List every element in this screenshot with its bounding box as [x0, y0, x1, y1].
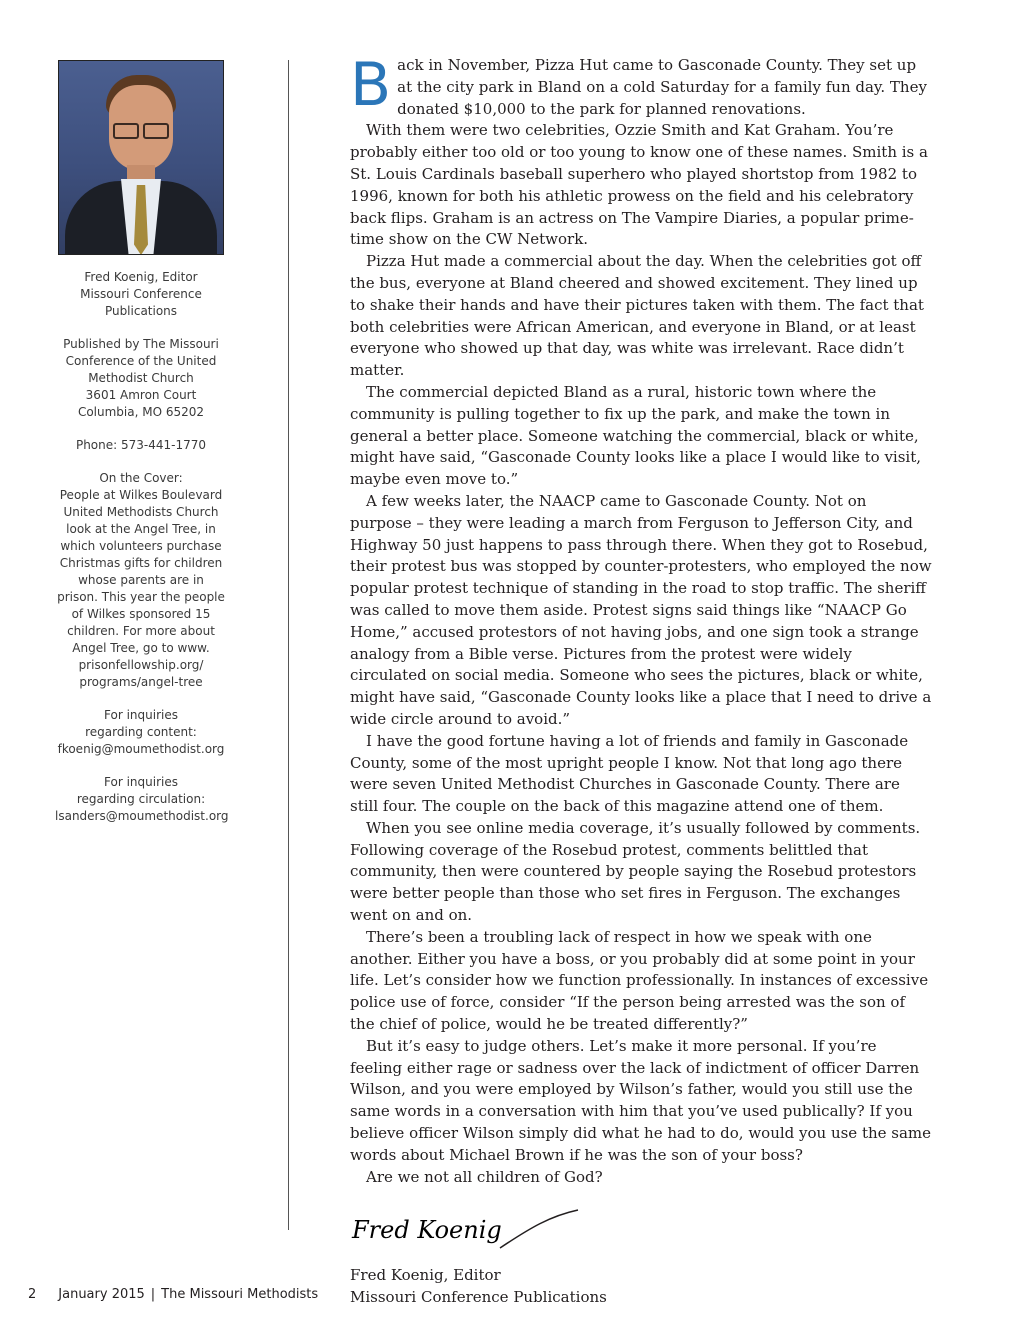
inquiry-line: For inquiries: [104, 708, 178, 722]
footer-separator: |: [150, 1287, 156, 1302]
inquiry-line: regarding content:: [85, 725, 197, 739]
publication-name: The Missouri Methodists: [161, 1287, 319, 1302]
article-paragraph: I have the good fortune having a lot of friends and family in Gasconade County, some of the most upright people I know. Not that long ago there were seven United Methodist Churches in Gasconade County. There are still four. The couple on the back of this magazine attend one of them.: [350, 731, 909, 816]
publisher-line: 3601 Amron Court: [85, 388, 197, 402]
sign-off-org: Missouri Conference Publications: [350, 1288, 607, 1307]
editor-signature: [350, 1208, 580, 1258]
page-footer: [28, 1287, 318, 1302]
caption-line: Fred Koenig, Editor: [84, 270, 198, 284]
circulation-inquiries: [55, 774, 227, 825]
article-paragraph: A few weeks later, the NAACP came to Gasconade County. Not on purpose – they were leading a march from Ferguson to Jefferson City, and Highway 50 just happens to pass through there. When they got to Rosebud, their protest bus was stopped by counter-protesters, who employed the now popular protest technique of standing in the road to stop traffic. The sheriff was called to move them aside. Protest signs said things like “NAACP Go Home,” accused protestors of not having jobs, and one sign took a strange analogy from a Bible verse. Pictures from the protest were widely circulated on social media. Someone who sees the pictures, black or white, might have said, “Gasconade County looks like a place that I need to drive a wide circle around to avoid.”: [350, 491, 932, 728]
publisher-line: Published by The Missouri: [63, 337, 219, 351]
cover-description: [55, 470, 227, 691]
signature-text: Fred Koenig: [352, 1216, 502, 1245]
article-paragraph: [350, 50, 932, 120]
article-paragraph: But it’s easy to judge others. Let’s make it more personal. If you’re feeling either rage or sadness over the lack of indictment of officer Darren Wilson, and you were employed by Wilson’s father, would you still use the same words in a conversation with him that you’ve used publically? If you believe officer Wilson simply did what he had to do, would you use the same words about Michael Brown if he was the son of your boss?: [350, 1036, 932, 1164]
column-divider: [288, 60, 289, 1230]
cover-line: United Methodists Church: [63, 505, 219, 519]
phone-number: Phone: 573-441-1770: [75, 438, 207, 452]
article-paragraph: With them were two celebrities, Ozzie Smith and Kat Graham. You’re probably either too old or too young to know one of these names. Smith is a St. Louis Cardinals baseball superhero who played shortstop from 1982 to 1996, known for both his athletic prowess on the field and his celebratory back flips. Graham is an actress on The Vampire Diaries, a popular prime-time show on the CW Network.: [350, 121, 928, 249]
article-paragraph: There’s been a troubling lack of respect in how we speak with one another. Either you have a boss, or you probably did at some point in your life. Let’s consider how we function professionally. In instances of excessive police use of force, consider “If the person being arrested was the son of the chief of police, would he be treated differently?”: [350, 927, 929, 1034]
cover-line: of Wilkes sponsored 15: [71, 607, 211, 621]
cover-line: On the Cover:: [99, 471, 183, 485]
first-paragraph-text: ack in November, Pizza Hut came to Gasconade County. They set up at the city park in Bland on a cold Saturday for a family fun day. They donated $10,000 to the park for planned renovations.: [397, 56, 927, 118]
cover-link[interactable]: prisonfellowship.org/: [78, 658, 204, 672]
cover-line: People at Wilkes Boulevard: [59, 488, 223, 502]
cover-line: which volunteers purchase: [60, 539, 222, 553]
cover-link[interactable]: programs/angel-tree: [79, 675, 203, 689]
page-number: 2: [28, 1287, 37, 1302]
issue-date: January 2015: [58, 1287, 145, 1302]
cover-line: Christmas gifts for children: [59, 556, 223, 570]
publisher-line: Columbia, MO 65202: [77, 405, 205, 419]
sign-off-name: Fred Koenig, Editor: [350, 1266, 501, 1285]
cover-line: children. For more about: [67, 624, 215, 638]
caption-line: Missouri Conference: [80, 287, 202, 301]
article-paragraph: When you see online media coverage, it’s usually followed by comments. Following coverage of the Rosebud protest, comments belittled that community, then were countered by people saying the Rosebud protestors were better people than those who set fires in Ferguson. The exchanges went on and on.: [350, 818, 921, 925]
circulation-email-link[interactable]: lsanders@moumethodist.org: [55, 809, 229, 823]
content-inquiries: [55, 707, 227, 758]
article-paragraph: The commercial depicted Bland as a rural, historic town where the community is pulling together to fix up the park, and make the town in general a better place. Someone watching the commercial, black or white, might have said, “Gasconade County looks like a place I would like to visit, maybe even move to.”: [350, 382, 922, 489]
editorial-article: [350, 50, 932, 1309]
inquiry-line: For inquiries: [104, 775, 178, 789]
article-paragraph: Pizza Hut made a commercial about the day. When the celebrities got off the bus, everyone at Bland cheered and showed excitement. They lined up to shake their hands and have their pictures taken with them. The fact that both celebrities were African American, and everyone in Bland, or at least everyone who showed up that day, was white was irrelevant. Race didn’t matter.: [350, 252, 924, 380]
sign-off: [350, 1265, 932, 1309]
cover-line: whose parents are in: [78, 573, 204, 587]
sidebar: [55, 60, 227, 841]
publisher-line: Conference of the United: [65, 354, 217, 368]
publisher-info: [55, 336, 227, 421]
cover-line: Angel Tree, go to www.: [72, 641, 210, 655]
content-email-link[interactable]: fkoenig@moumethodist.org: [57, 742, 225, 756]
editor-photo: [58, 60, 224, 255]
article-paragraph: Are we not all children of God?: [366, 1167, 603, 1186]
photo-caption: [55, 269, 227, 320]
publisher-line: Methodist Church: [88, 371, 194, 385]
phone-info: [55, 437, 227, 454]
cover-line: prison. This year the people: [57, 590, 225, 604]
inquiry-line: regarding circulation:: [76, 792, 206, 806]
drop-cap: B: [350, 50, 392, 120]
caption-line: Publications: [104, 304, 178, 318]
cover-line: look at the Angel Tree, in: [66, 522, 216, 536]
